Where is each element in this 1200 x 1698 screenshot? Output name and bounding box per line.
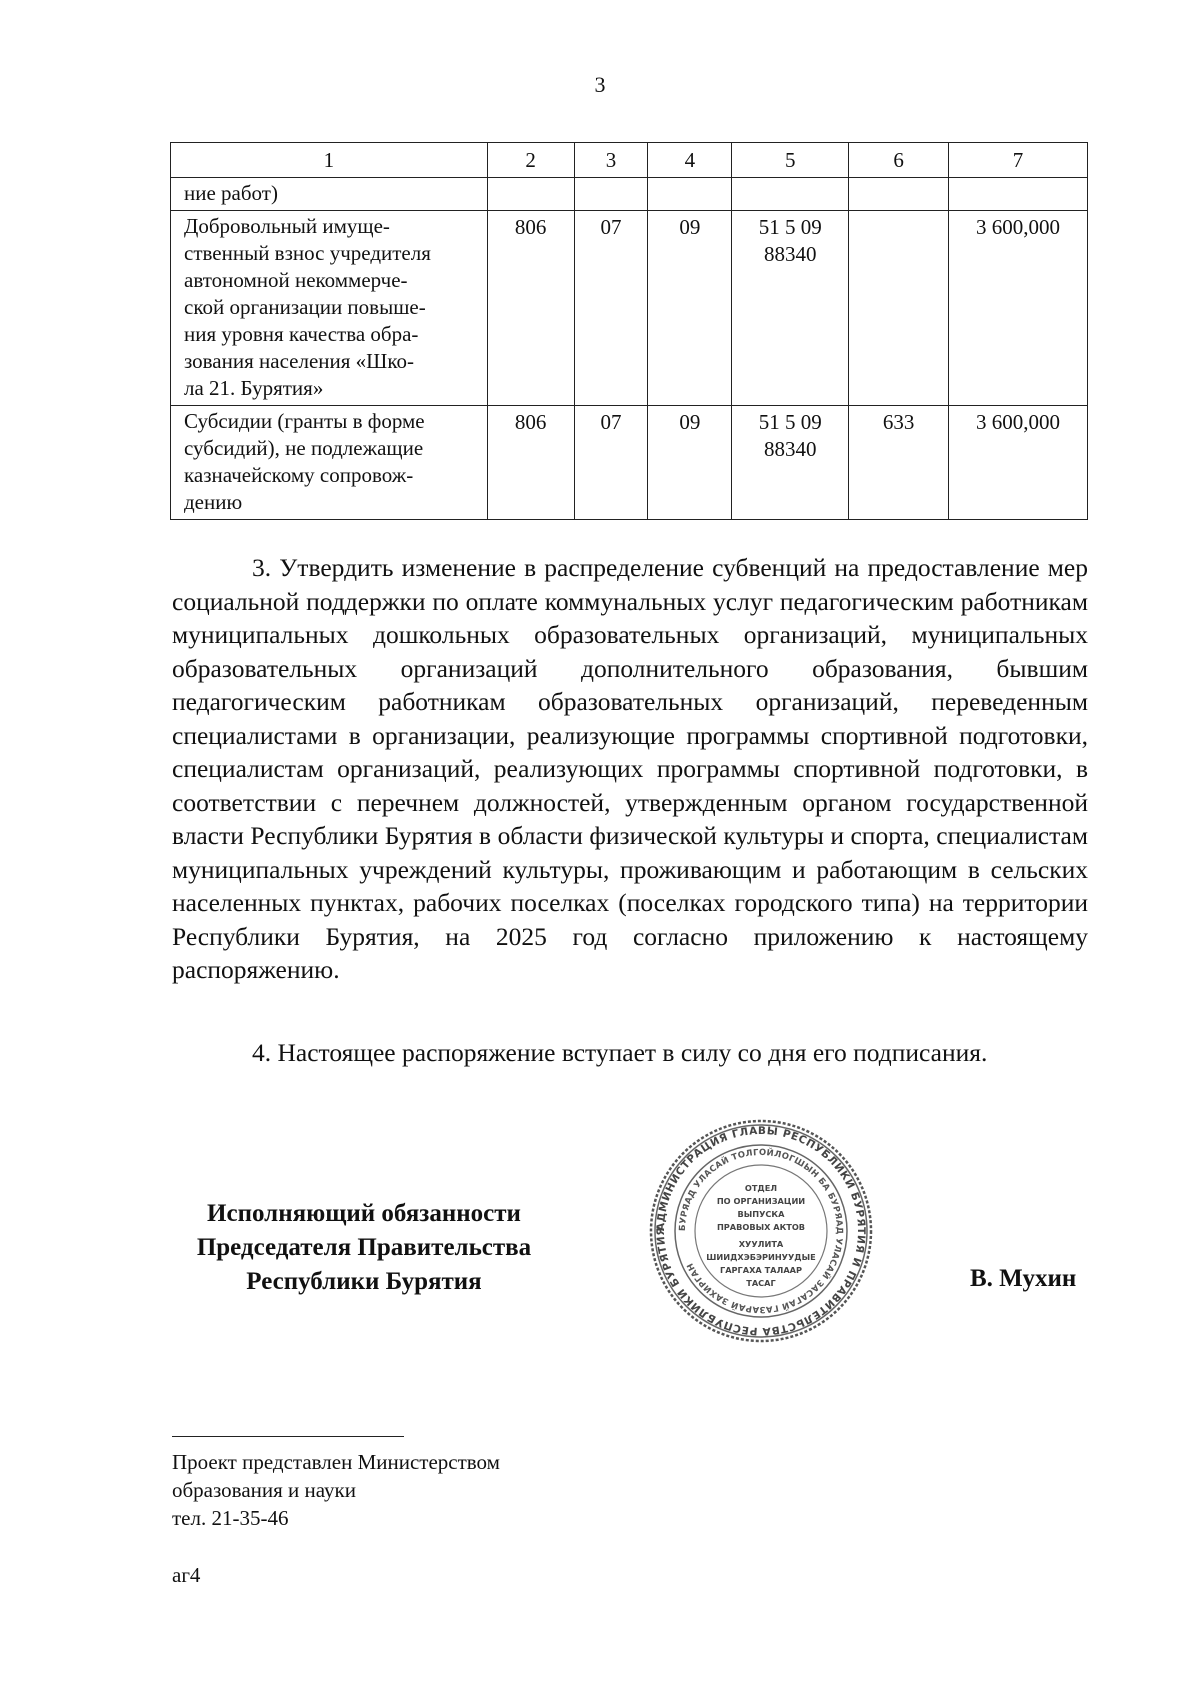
row-name-cell (171, 406, 488, 520)
section-code-cell: 07 (574, 406, 648, 520)
row-name-line: Субсидии (гранты в форме (184, 409, 425, 433)
table-header-row (171, 143, 1088, 178)
subsection-code-cell: 09 (648, 211, 732, 406)
seal-center-line: ХУУЛИТА (738, 1239, 784, 1249)
footnote-line: образования и науки (172, 1478, 356, 1502)
row-name-line: ственный взнос учредителя (184, 241, 431, 265)
target-article-line: 88340 (764, 437, 817, 461)
header-cell: 5 (732, 143, 849, 178)
ministry-code-cell: 806 (487, 406, 574, 520)
table-row (171, 211, 1088, 406)
footnote-line: тел. 21-35-46 (172, 1506, 289, 1530)
seal-center-line: ШИИДХЭБЭРИНУУДЫЕ (706, 1252, 816, 1262)
footnote-divider (172, 1436, 404, 1437)
signer-title-line: Исполняющий обязанности (207, 1200, 521, 1227)
seal-inner-text: БУРЯАД УЛАСАЙ ТОЛГОЙЛОГШЫН БА БУРЯАД УЛАСАЙ ЗАСАГАЙ ГАЗАРАЙ ЗАХИРГАН (677, 1147, 845, 1315)
signer-title-line: Председателя Правительства (196, 1234, 532, 1261)
target-article-cell (732, 211, 849, 406)
header-cell: 6 (849, 143, 949, 178)
target-article-line: 88340 (764, 242, 817, 266)
expense-type-cell (849, 211, 949, 406)
table-row (171, 178, 1088, 211)
seal-center-line: ГАРГАХА ТАЛААР (719, 1265, 803, 1275)
row-name-line: Добровольный имуще- (184, 214, 390, 238)
seal-center-line: ПО ОРГАНИЗАЦИИ (716, 1196, 806, 1206)
seal-center-line: ПРАВОВЫХ АКТОВ (716, 1222, 806, 1232)
header-cell: 3 (574, 143, 648, 178)
signer-name: В. Мухин (970, 1265, 1077, 1292)
seal-center-line: ВЫПУСКА (737, 1209, 785, 1219)
paragraph-4: 4. Настоящее распоряжение вступает в силу со дня его подписания. (252, 1038, 988, 1067)
target-article-cell (732, 406, 849, 520)
target-article-line: 51 5 09 (758, 215, 822, 239)
target-article-line: 51 5 09 (758, 410, 822, 434)
amount-cell: 3 600,000 (949, 406, 1088, 520)
row-name-line: зования населения «Шко- (184, 349, 414, 373)
footnote (172, 1448, 500, 1532)
seal-center-line: ТАСАГ (746, 1278, 776, 1288)
document-code: аг4 (172, 1563, 201, 1587)
page-number: 3 (594, 72, 606, 97)
seal-outer-text: АДМИНИСТРАЦИЯ ГЛАВЫ РЕСПУБЛИКИ БУРЯТИЯ И ПРАВИТЕЛЬСТВА РЕСПУБЛИКИ БУРЯТИЯ (654, 1124, 868, 1338)
amount-cell: 3 600,000 (949, 211, 1088, 406)
official-seal (648, 1118, 874, 1344)
budget-table (170, 142, 1088, 520)
continuation-cell: ние работ) (171, 178, 488, 211)
row-name-cell (171, 211, 488, 406)
row-name-line: казначейскому сопровож- (184, 463, 414, 487)
signer-title (168, 1197, 560, 1299)
table-row (171, 406, 1088, 520)
expense-type-cell: 633 (849, 406, 949, 520)
subsection-code-cell: 09 (648, 406, 732, 520)
seal-center-line: ОТДЕЛ (744, 1183, 778, 1193)
header-cell: 2 (487, 143, 574, 178)
footnote-line: Проект представлен Министерством (172, 1450, 500, 1474)
paragraph-3: 3. Утвердить изменение в распределение субвенций на предоставление мер социальной поддержки по оплате коммунальных услуг педагогическим работникам муниципальных дошкольных образовательных организаций, муниципальных образовательных организаций дополнительного образования, бывшим педагогическим работникам образовательных организаций, переведенным специалистами в организации, реализующие программы спортивной подготовки, специалистам организаций, реализующих программы спортивной подготовки, в соответствии с перечнем должностей, утвержденным органом государственной власти Республики Бурятия в области физической культуры и спорта, специалистам муниципальных учреждений культуры, проживающим и работающим в сельских населенных пунктах, рабочих поселках (поселках городского типа) на территории Республики Бурятия, на 2025 год согласно приложению к настоящему распоряжению. (172, 553, 1088, 984)
header-cell: 4 (648, 143, 732, 178)
signer-title-line: Республики Бурятия (246, 1268, 482, 1295)
section-code-cell: 07 (574, 211, 648, 406)
row-name-line: ния уровня качества обра- (184, 322, 419, 346)
row-name-line: ла 21. Бурятия» (184, 376, 324, 400)
row-name-line: ской организации повыше- (184, 295, 426, 319)
header-cell: 1 (171, 143, 488, 178)
ministry-code-cell: 806 (487, 211, 574, 406)
row-name-line: субсидий), не подлежащие (184, 436, 424, 460)
header-cell: 7 (949, 143, 1088, 178)
row-name-line: дению (184, 490, 243, 514)
row-name-line: автономной некоммерче- (184, 268, 408, 292)
